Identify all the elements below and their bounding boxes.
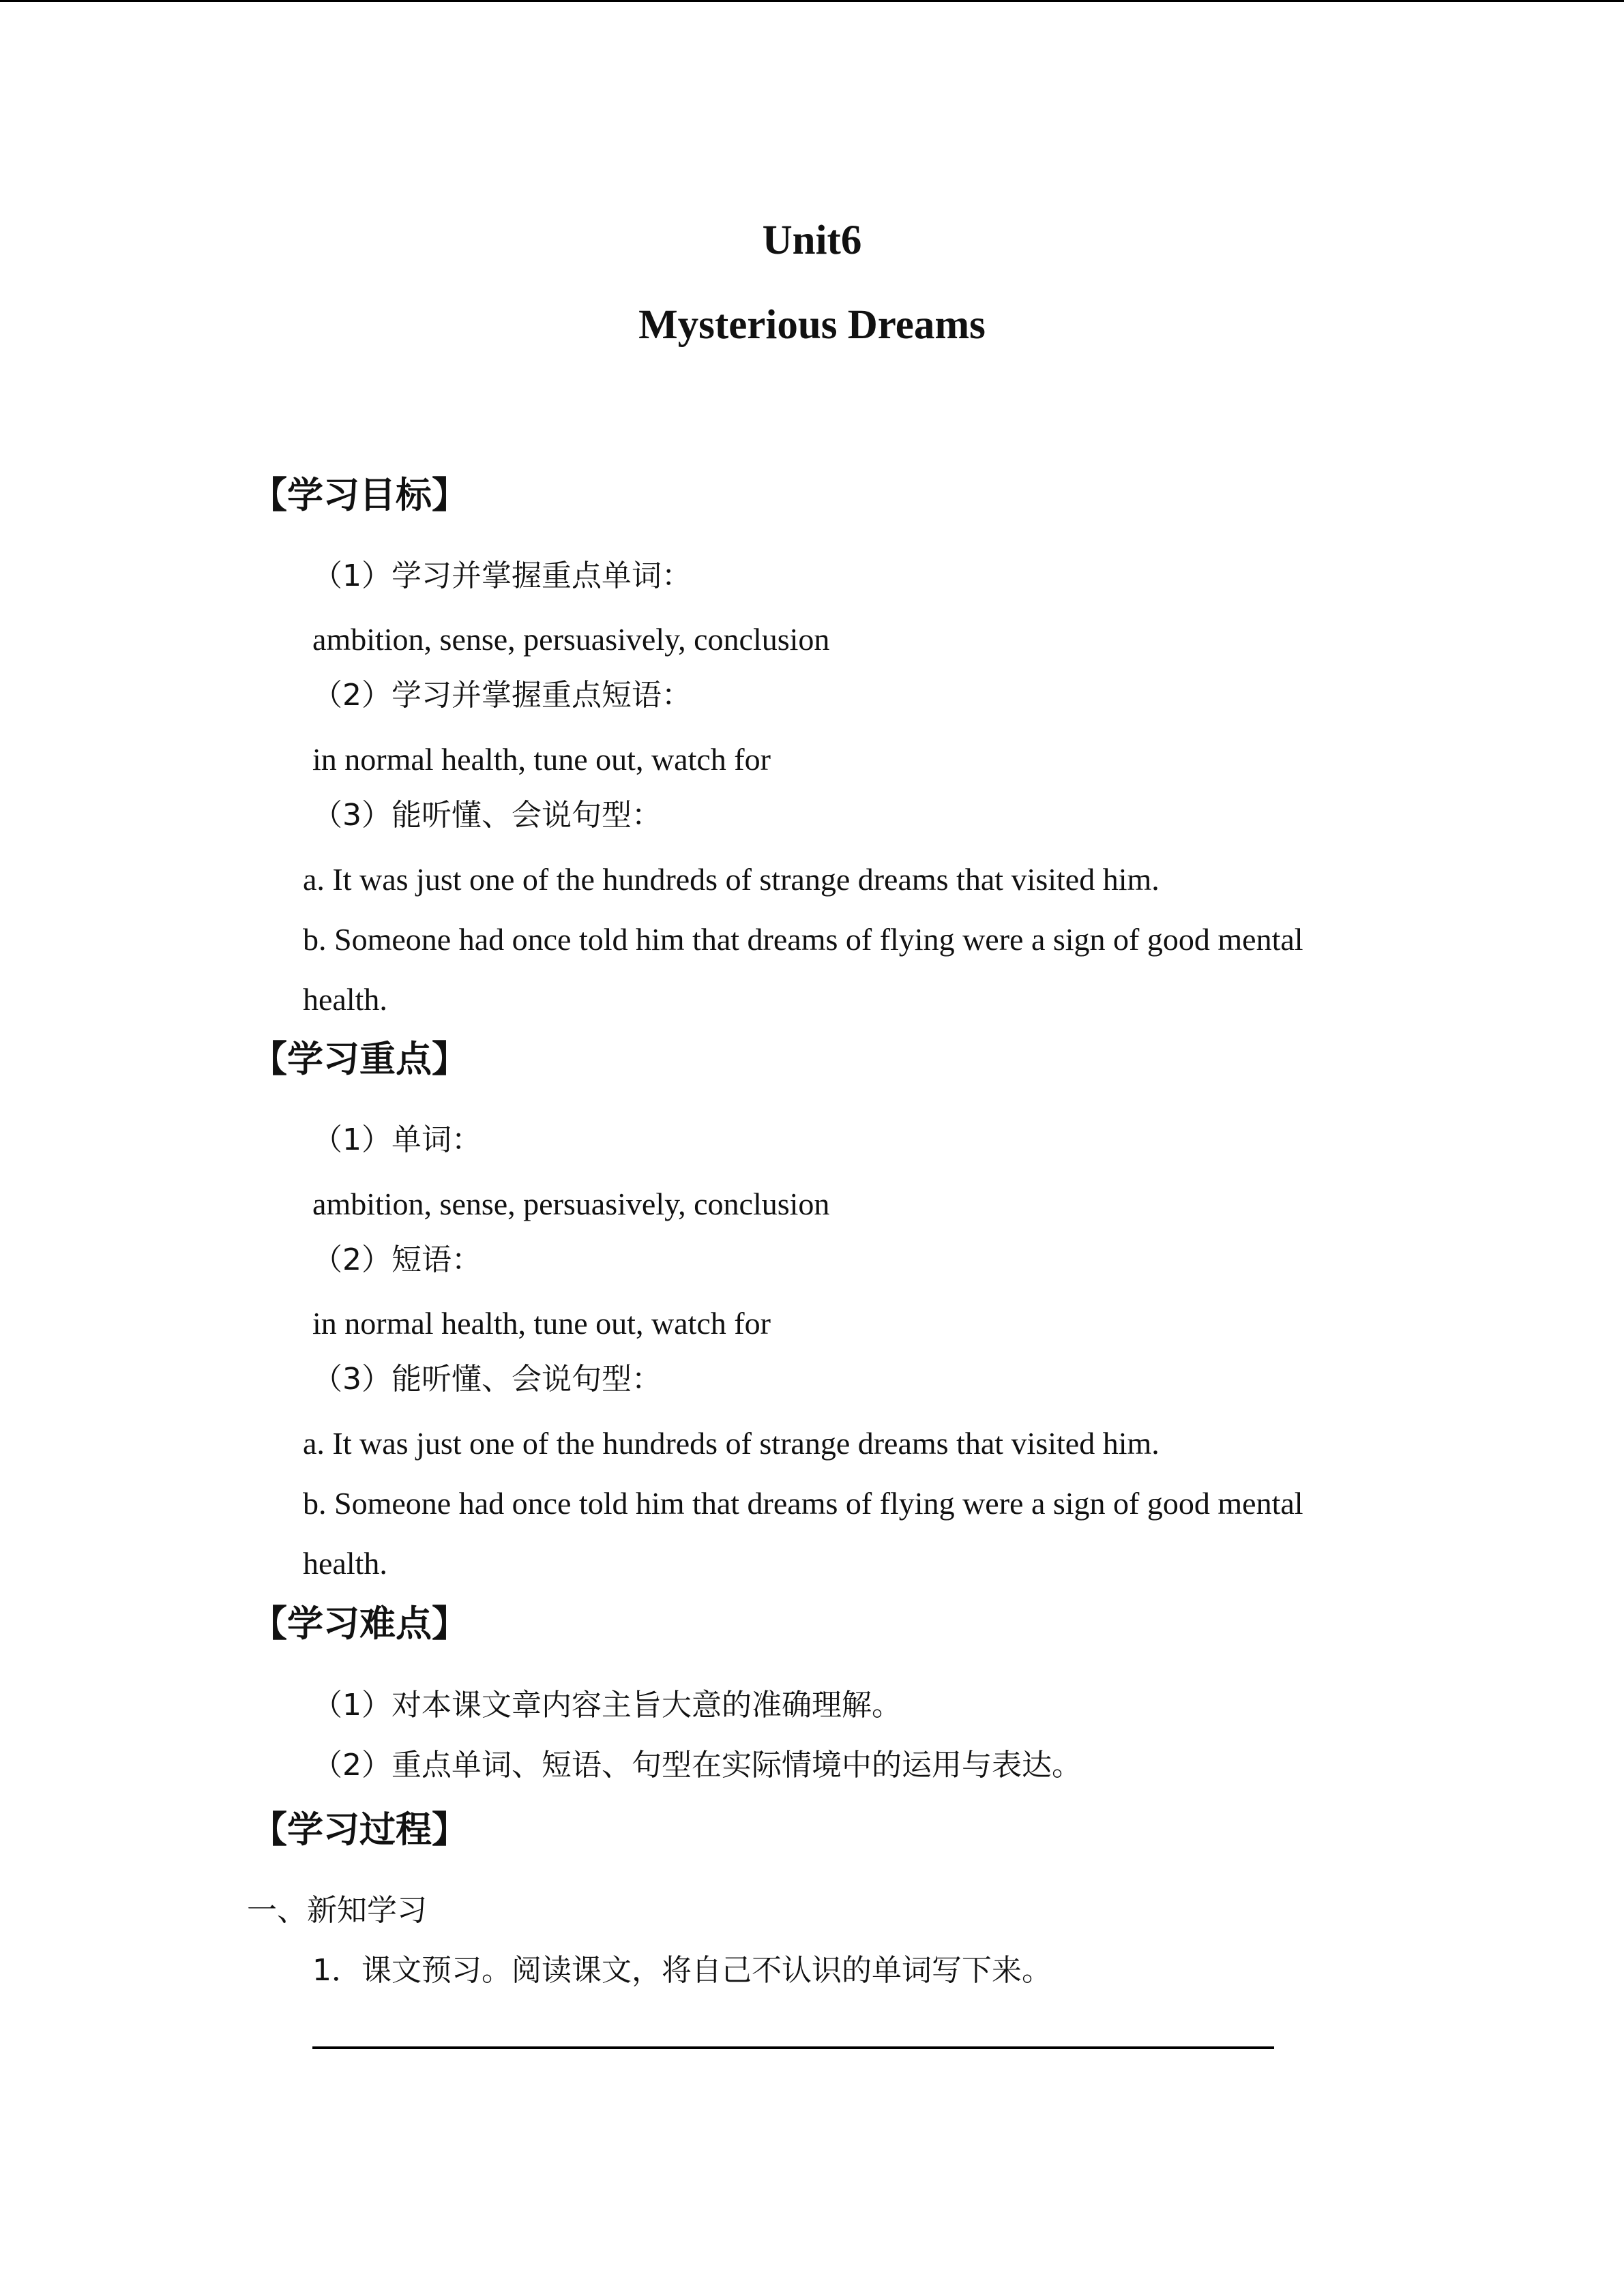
key-points-item3-label: （3）能听懂、会说句型：: [312, 1362, 662, 1397]
key-points-sentence-b: b. Someone had once told him that dreams of flying were a sign of good mental: [303, 1486, 1303, 1521]
objectives-item2-phrases: in normal health, tune out, watch for: [312, 742, 771, 777]
answer-blank-line: [312, 2046, 1274, 2049]
objectives-item2-label: （2）学习并掌握重点短语：: [312, 678, 692, 713]
difficulties-heading: 【学习难点】: [251, 1603, 468, 1645]
unit-title: Unit6: [762, 218, 862, 263]
process-heading: 【学习过程】: [251, 1809, 468, 1851]
key-points-sentence-a: a. It was just one of the hundreds of strange dreams that visited him.: [303, 1426, 1160, 1461]
process-task1: 1．课文预习。阅读课文，将自己不认识的单词写下来。: [312, 1953, 1052, 1988]
key-points-item2-phrases: in normal health, tune out, watch for: [312, 1306, 771, 1341]
objectives-item1-label: （1）学习并掌握重点单词：: [312, 558, 692, 593]
lesson-title: Mysterious Dreams: [638, 302, 986, 348]
process-section1: 一、新知学习: [247, 1893, 427, 1928]
key-points-item1-label: （1）单词：: [312, 1122, 482, 1157]
objectives-sentence-b-cont: health.: [303, 982, 387, 1017]
key-points-sentence-b-cont: health.: [303, 1546, 387, 1581]
key-points-item1-words: ambition, sense, persuasively, conclusion: [312, 1187, 830, 1221]
objectives-sentence-a: a. It was just one of the hundreds of strange dreams that visited him.: [303, 862, 1160, 897]
key-points-heading: 【学习重点】: [251, 1039, 468, 1080]
objectives-item1-words: ambition, sense, persuasively, conclusion: [312, 622, 830, 657]
objectives-sentence-b: b. Someone had once told him that dreams of flying were a sign of good mental: [303, 922, 1303, 957]
objectives-item3-label: （3）能听懂、会说句型：: [312, 798, 662, 833]
page-top-border: [0, 0, 1624, 2]
difficulties-item1: （1）对本课文章内容主旨大意的准确理解。: [312, 1688, 902, 1723]
key-points-item2-label: （2）短语：: [312, 1242, 482, 1277]
difficulties-item2: （2）重点单词、短语、句型在实际情境中的运用与表达。: [312, 1748, 1082, 1783]
objectives-heading: 【学习目标】: [251, 475, 468, 516]
